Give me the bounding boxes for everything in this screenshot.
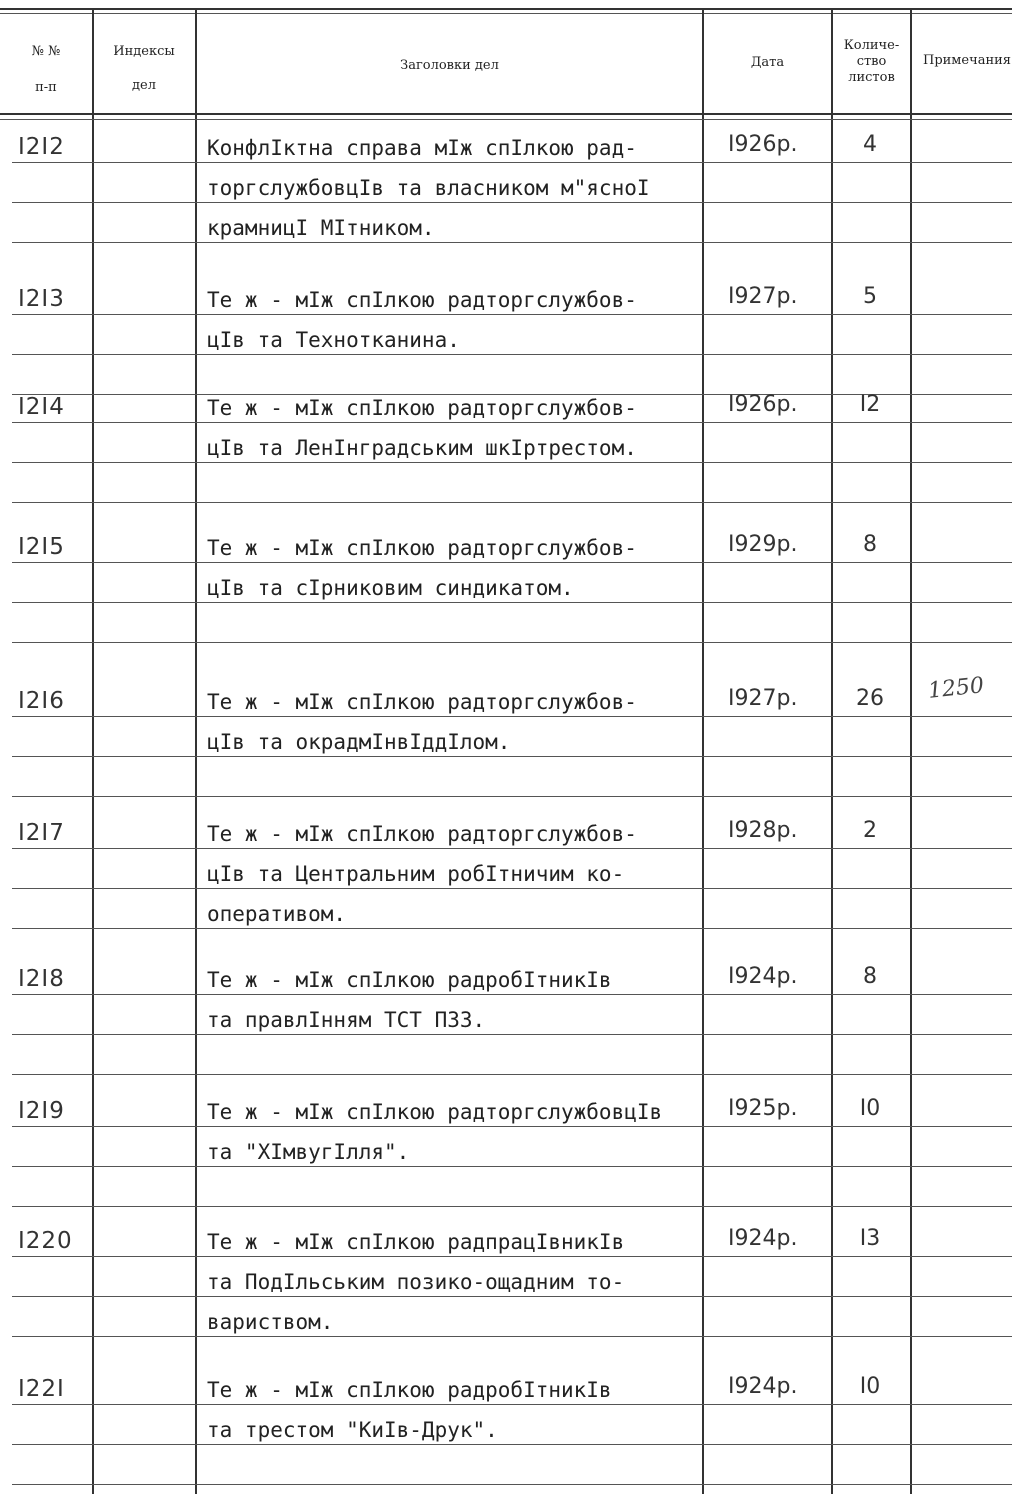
entry-date: I924р. — [728, 964, 798, 989]
entry-number: I2I5 — [18, 534, 65, 560]
entry-date: I926р. — [728, 392, 798, 417]
entry-date: I927р. — [728, 686, 798, 711]
entry-date: I929р. — [728, 532, 798, 557]
header-sheets — [833, 38, 910, 86]
entry-title — [207, 814, 697, 934]
entry-title-line: цIв та Технотканина. — [207, 328, 460, 352]
entry-title-line: Те ж - мIж спIлкою радробIтникIв — [207, 1378, 612, 1402]
entry-title-line: цIв та Центральним робIтничим ко- — [207, 862, 625, 886]
ruled-line — [12, 1074, 1012, 1075]
entry-sheet-count: I0 — [859, 1096, 881, 1121]
entry-title-line: Те ж - мIж спIлкою радпрацIвникIв — [207, 1230, 625, 1254]
entry-number: I2I9 — [18, 1098, 65, 1124]
ruled-line — [12, 848, 1012, 849]
entry-sheet-count: I0 — [859, 1374, 881, 1399]
ruled-line — [12, 202, 1012, 203]
entry-title — [207, 128, 697, 248]
entry-number: I2I8 — [18, 966, 65, 992]
entry-title-line: Те ж - мIж спIлкою радторгслужбов- — [207, 288, 637, 312]
entry-sheet-count: 4 — [863, 132, 877, 157]
inventory-entry — [0, 388, 1024, 528]
entry-date: I926р. — [728, 132, 798, 157]
header-sheets-line1: Количе- — [843, 38, 900, 53]
ruled-line — [12, 642, 1012, 643]
ruled-line — [12, 1206, 1012, 1207]
ruled-line — [12, 314, 1012, 315]
entry-date: I924р. — [728, 1374, 798, 1399]
entry-title — [207, 1370, 697, 1450]
entry-date: I928р. — [728, 818, 798, 843]
ruled-line — [12, 1166, 1012, 1167]
entry-number: I2I2 — [18, 134, 65, 160]
entry-sheet-count: I3 — [859, 1226, 881, 1251]
header-num — [0, 44, 92, 96]
header-index — [94, 44, 194, 94]
entry-title — [207, 528, 697, 608]
top-border — [0, 8, 1012, 10]
entry-title-line: та правлIнням ТСТ ПЗЗ. — [207, 1008, 486, 1032]
header-bottom-border — [0, 113, 1012, 115]
entry-title — [207, 960, 697, 1040]
entry-title — [207, 1092, 697, 1172]
header-sheets-line2: ство — [856, 54, 887, 69]
entry-title-line: цIв та ЛенIнградським шкIртрестом. — [207, 436, 637, 460]
ruled-line — [12, 1126, 1012, 1127]
entry-title-line: Те ж - мIж спIлкою радробIтникIв — [207, 968, 612, 992]
entry-title-line: цIв та сIрниковим синдикатом. — [207, 576, 574, 600]
entry-note: 1250 — [926, 673, 986, 704]
ruled-line — [12, 502, 1012, 503]
inventory-entry — [0, 814, 1024, 954]
entry-title — [207, 388, 697, 468]
inventory-entry — [0, 673, 1024, 822]
header-date: Дата — [750, 55, 785, 70]
entry-title-line: торгслужбовцIв та власником м"ясноI — [207, 176, 650, 200]
entry-title-line: крамницI МIтником. — [207, 216, 435, 240]
ruled-line — [12, 354, 1012, 355]
entry-date: I925р. — [728, 1096, 798, 1121]
ruled-line — [12, 422, 1012, 423]
inventory-entry — [0, 528, 1024, 668]
inventory-entry — [0, 1092, 1024, 1232]
entry-title — [207, 682, 697, 762]
ruled-line — [12, 928, 1012, 929]
entry-number: I22I — [18, 1376, 65, 1402]
ruled-line — [12, 162, 1012, 163]
entry-number: I2I4 — [18, 394, 65, 420]
entry-title-line: та ПодIльським позико-ощадним то- — [207, 1270, 625, 1294]
entry-title-line: КонфлIктна справа мIж спIлкою рад- — [207, 136, 637, 160]
header-index-line1: Индексы — [113, 44, 175, 59]
entry-number: I2I7 — [18, 820, 65, 846]
entry-title — [207, 1222, 697, 1342]
inventory-entry — [0, 1370, 1024, 1510]
ruled-line — [12, 716, 1012, 717]
header-num-line2: п-п — [35, 80, 57, 95]
ruled-line — [12, 1444, 1012, 1445]
header-index-line2: дел — [132, 78, 156, 93]
ruled-line — [12, 1034, 1012, 1035]
entry-title-line: цIв та окрадмIнвIддIлом. — [207, 730, 511, 754]
ruled-line — [12, 462, 1012, 463]
entry-sheet-count: I2 — [859, 392, 881, 417]
entry-title-line: оперативом. — [207, 902, 347, 926]
entry-sheet-count: 26 — [856, 686, 884, 711]
entry-number: I2I3 — [18, 286, 65, 312]
header-notes: Примечания — [922, 53, 1011, 68]
top-border-secondary — [0, 13, 1012, 14]
entry-title-line: та трестом "КиIв-Друк". — [207, 1418, 498, 1442]
entry-sheet-count: 2 — [863, 818, 877, 843]
entry-title-line: Те ж - мIж спIлкою радторгслужбов- — [207, 536, 637, 560]
entry-number: I2I6 — [18, 688, 65, 714]
ruled-line — [12, 1256, 1012, 1257]
ruled-line — [12, 1404, 1012, 1405]
ruled-line — [12, 796, 1012, 797]
inventory-entry — [0, 128, 1024, 268]
header-num-line1: № № — [31, 44, 61, 59]
entry-title-line: Те ж - мIж спIлкою радторгслужбов- — [207, 822, 637, 846]
entry-date: I924р. — [728, 1226, 798, 1251]
ruled-line — [12, 242, 1012, 243]
entry-title-line: Те ж - мIж спIлкою радторгслужбов- — [207, 690, 637, 714]
header-bottom-border-secondary — [0, 119, 1012, 120]
entry-title-line: Те ж - мIж спIлкою радторгслужбов- — [207, 396, 637, 420]
ruled-line — [12, 756, 1012, 757]
ruled-line — [12, 602, 1012, 603]
entry-number: I220 — [18, 1228, 73, 1254]
ruled-line — [12, 994, 1012, 995]
header-title: Заголовки дел — [400, 58, 499, 73]
ruled-line — [12, 1296, 1012, 1297]
ruled-line — [12, 1336, 1012, 1337]
entry-title-line: та "ХIмвугIлля". — [207, 1140, 410, 1164]
entry-title — [207, 280, 697, 360]
ruled-line — [12, 1484, 1012, 1485]
entry-sheet-count: 5 — [863, 284, 877, 309]
entry-title-line: Те ж - мIж спIлкою радторгслужбовцIв — [207, 1100, 663, 1124]
inventory-entry — [0, 1222, 1024, 1362]
header-sheets-line3: листов — [848, 70, 895, 85]
entry-title-line: вариством. — [207, 1310, 334, 1334]
entry-sheet-count: 8 — [863, 532, 877, 557]
entry-sheet-count: 8 — [863, 964, 877, 989]
inventory-entry — [0, 960, 1024, 1100]
entry-date: I927р. — [728, 284, 798, 309]
ruled-line — [12, 888, 1012, 889]
ruled-line — [12, 562, 1012, 563]
